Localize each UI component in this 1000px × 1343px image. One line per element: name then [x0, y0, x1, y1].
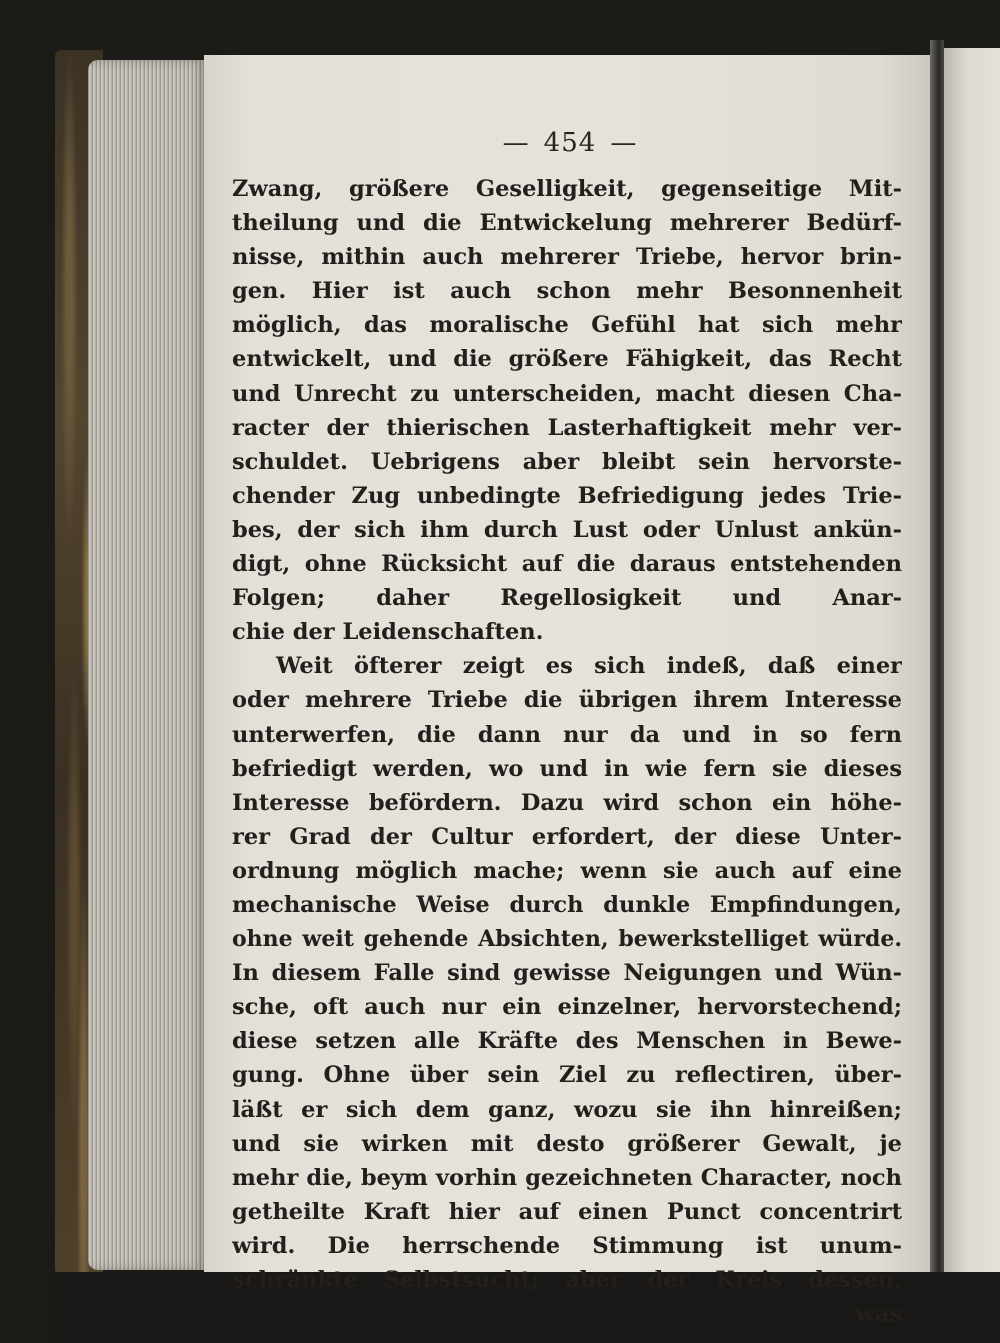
dark-background — [0, 0, 1000, 52]
text-line: befriedigt werden, wo und in wie fern sie dieses — [232, 755, 902, 782]
text-line: mechanische Weise durch dunkle Empfindungen, — [232, 891, 902, 918]
text-line: bes, der sich ihm durch Lust oder Unlust ankün- — [232, 516, 902, 543]
text-line: Zwang, größere Geselligkeit, gegenseitige Mit- — [232, 176, 902, 202]
text-line: nisse, mithin auch mehrerer Triebe, hervor brin- — [232, 244, 902, 271]
text-line: rer Grad der Cultur erfordert, der diese Unter- — [232, 823, 902, 850]
page-number-value: 454 — [543, 128, 597, 158]
book-gutter — [930, 40, 944, 1280]
text-line: theilung und die Entwickelung mehrerer Bedürf- — [232, 210, 902, 237]
text-line: racter der thierischen Lasterhaftigkeit mehr ver- — [232, 414, 902, 441]
text-line: In diesem Falle sind gewisse Neigungen und Wün- — [232, 960, 902, 987]
text-line: und sie wirken mit desto größerer Gewalt, je — [232, 1130, 902, 1157]
page-number — [220, 128, 920, 158]
text-line: läßt er sich dem ganz, wozu sie ihn hinreißen; — [232, 1096, 902, 1123]
facing-page-edge — [944, 48, 1000, 1278]
text-line: unterwerfen, die dann nur da und in so fern — [232, 721, 902, 748]
page-number-dash-left: — — [502, 128, 530, 158]
text-line: entwickelt, und die größere Fähigkeit, das Recht — [232, 346, 902, 373]
text-line: und Unrecht zu unterscheiden, macht diesen Cha- — [232, 380, 902, 407]
text-line: digt, ohne Rücksicht auf die daraus entstehenden — [232, 551, 902, 578]
text-line: ordnung möglich mache; wenn sie auch auf eine — [232, 857, 902, 884]
text-line: getheilte Kraft hier auf einen Punct concentrirt — [232, 1198, 902, 1225]
text-line-paragraph-start: Weit öfterer zeigt es sich indeß, daß einer — [276, 653, 902, 680]
text-line: schränkte Selbstsucht; aber der Kreis dessen, — [232, 1267, 902, 1293]
text-line: gen. Hier ist auch schon mehr Besonnenheit — [232, 278, 902, 305]
page-number-dash-right: — — [610, 128, 638, 158]
text-line: ohne weit gehende Absichten, bewerkstelliget würde. — [232, 926, 902, 953]
text-line: mehr die, beym vorhin gezeichneten Character, noch — [232, 1164, 902, 1191]
text-line: gung. Ohne über sein Ziel zu reflectiren, über- — [232, 1062, 902, 1089]
text-line: chie der Leidenschaften. — [232, 619, 544, 646]
page-block-edges — [88, 60, 206, 1270]
text-line: sche, oft auch nur ein einzelner, hervorstechend; — [232, 994, 902, 1021]
text-line: Folgen; daher Regellosigkeit und Anar- — [232, 585, 902, 612]
catchword: was — [855, 1301, 902, 1328]
body-text — [232, 172, 902, 1331]
text-line: oder mehrere Triebe die übrigen ihrem Interesse — [232, 687, 902, 714]
text-line: möglich, das moralische Gefühl hat sich mehr — [232, 312, 902, 339]
text-line: Interesse befördern. Dazu wird schon ein höhe- — [232, 789, 902, 816]
text-line: schuldet. Uebrigens aber bleibt sein hervorste- — [232, 448, 902, 475]
text-line: chender Zug unbedingte Befriedigung jedes Trie- — [232, 482, 902, 509]
text-line: wird. Die herrschende Stimmung ist unum- — [232, 1232, 902, 1259]
text-line: diese setzen alle Kräfte des Menschen in Bewe- — [232, 1028, 902, 1055]
